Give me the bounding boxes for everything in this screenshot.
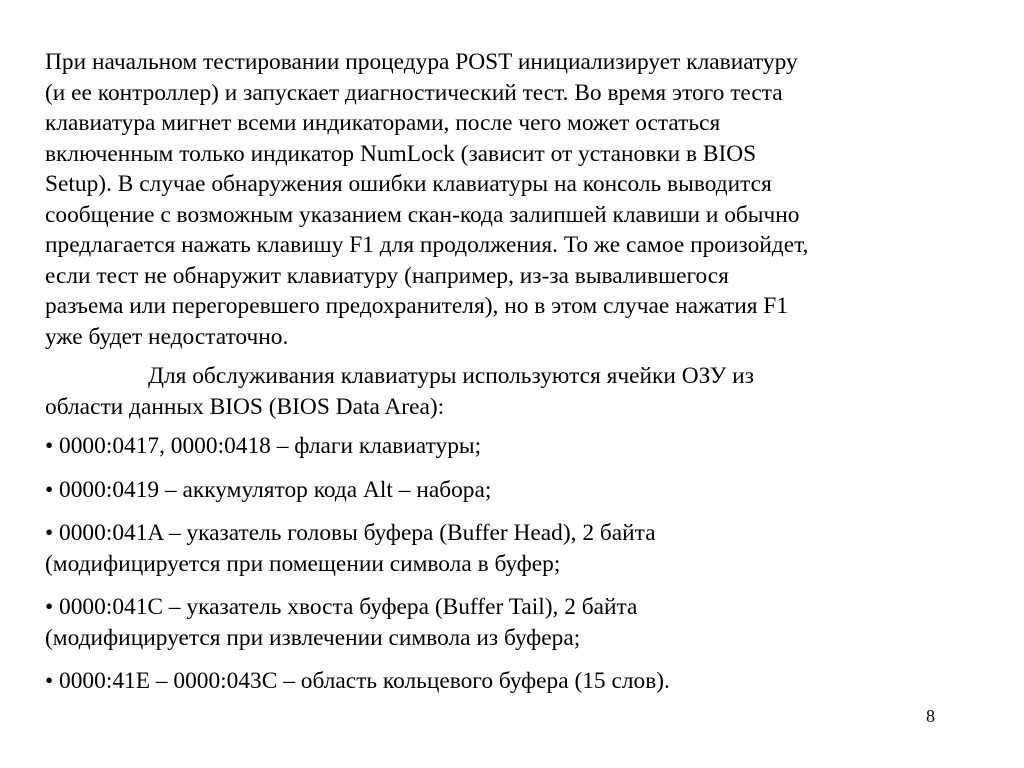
- bullet-text: • 0000:041C – указатель хвоста буфера (Buffer Tail), 2 байта: [45, 594, 638, 620]
- bullet-text: • 0000:0419 – аккумулятор кода Alt – набора;: [45, 476, 492, 503]
- bullet-buffer-head: [45, 518, 985, 579]
- bullet-text: (модифицируется при помещении символа в буфер;: [45, 550, 561, 577]
- bullet-alt-accumulator: [45, 475, 985, 506]
- bullet-text: • 0000:041A – указатель головы буфера (Buffer Head), 2 байта: [45, 520, 656, 546]
- text-line: Для обслуживания клавиатуры используются ячейки ОЗУ из: [148, 363, 754, 389]
- bullet-ring-buffer: [45, 666, 985, 697]
- bios-data-area-paragraph: [45, 361, 985, 422]
- intro-paragraph: [45, 47, 985, 352]
- text-line: сообщение с возможным указанием скан-кода залипшей клавиши и обычно: [45, 201, 800, 228]
- text-line: разъема или перегоревшего предохранителя), но в этом случае нажатия F1: [45, 293, 789, 319]
- page-number: 8: [926, 706, 935, 726]
- text-line: области данных BIOS (BIOS Data Area):: [45, 393, 445, 420]
- text-line: (и ее контроллер) и запускает диагностический тест. Во время этого теста: [45, 79, 783, 106]
- text-line: Setup). В случае обнаружения ошибки клавиатуры на консоль выводится: [45, 171, 772, 197]
- bullet-text: • 0000:41E – 0000:043C – область кольцевого буфера (15 слов).: [45, 668, 670, 694]
- bullet-buffer-tail: [45, 592, 985, 653]
- bullet-text: (модифицируется при извлечении символа из буфера;: [45, 624, 581, 651]
- bullet-text: • 0000:0417, 0000:0418 – флаги клавиатуры;: [45, 433, 482, 459]
- text-line: При начальном тестировании процедура POST инициализирует клавиатуру: [45, 49, 798, 75]
- document-body: [45, 47, 985, 697]
- text-line: предлагается нажать клавишу F1 для продолжения. То же самое произойдет,: [45, 232, 809, 258]
- text-line: клавиатура мигнет всеми индикаторами, после чего может остаться: [45, 110, 721, 136]
- bullet-keyboard-flags: [45, 431, 985, 462]
- text-line: если тест не обнаружит клавиатуру (например, из-за вывалившегося: [45, 262, 729, 289]
- text-line: включенным только индикатор NumLock (зависит от установки в BIOS: [45, 140, 757, 167]
- text-line: уже будет недостаточно.: [45, 323, 289, 350]
